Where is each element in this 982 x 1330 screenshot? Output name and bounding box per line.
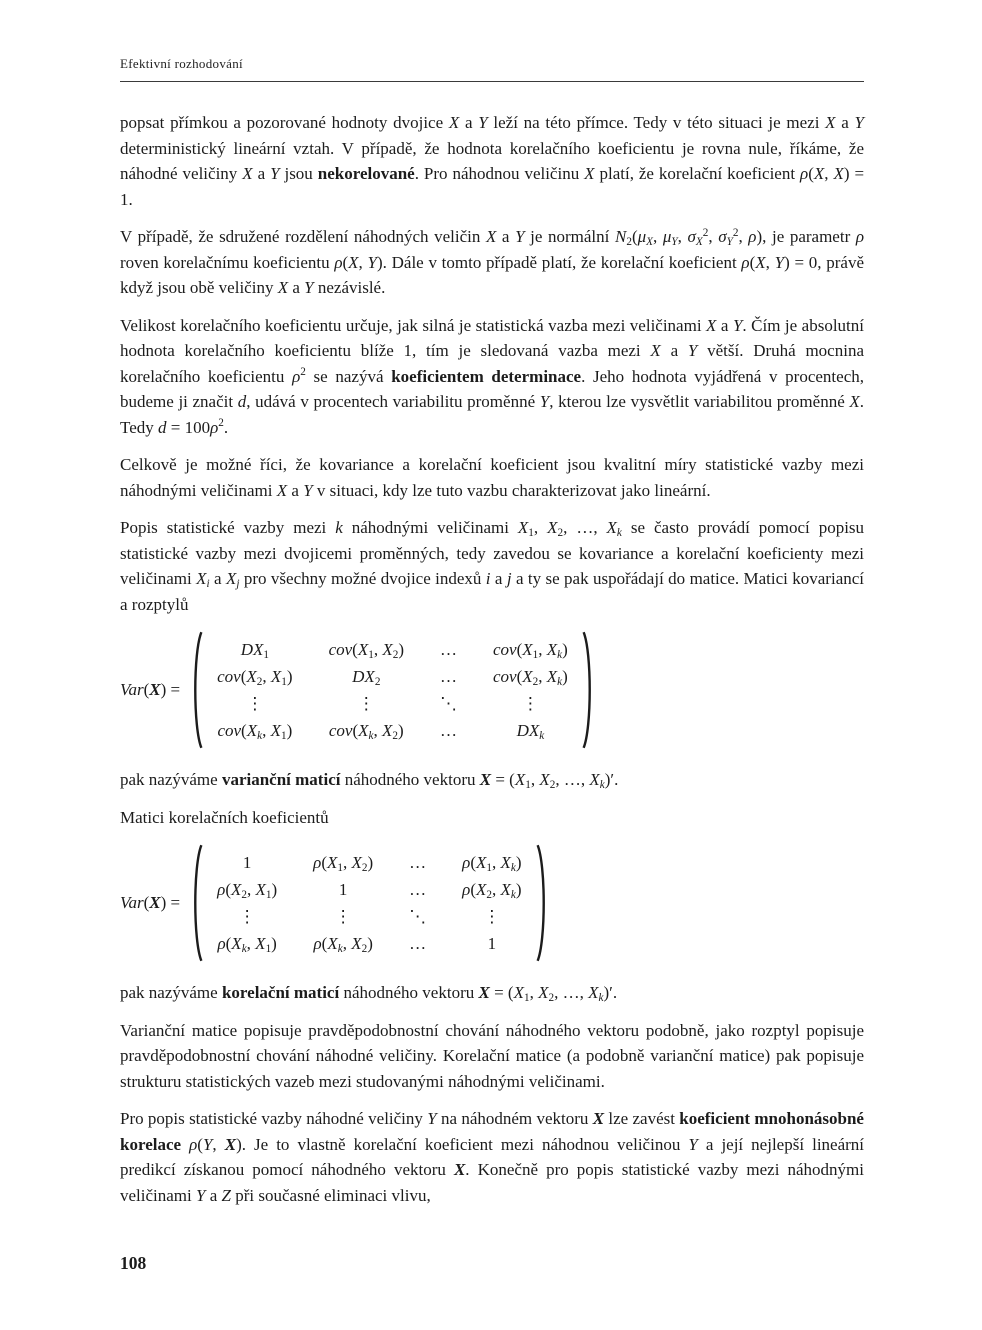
text-run: 1 [486, 862, 493, 875]
text-run: Y [303, 480, 313, 500]
text-run: k [598, 992, 604, 1005]
text-run: X [695, 236, 703, 249]
text-run: DX [240, 640, 264, 659]
text-run: X [513, 983, 524, 1002]
matrix-paren-left-icon [190, 844, 203, 962]
text-run: k [539, 730, 545, 743]
text-run: X [149, 893, 161, 913]
text-run: 2 [256, 676, 263, 689]
page-footer [120, 1253, 146, 1274]
text-run: 2 [702, 226, 709, 239]
text-run: X [382, 640, 393, 659]
text-run: 1 [523, 992, 530, 1005]
text-run: d [158, 417, 167, 437]
text-run: σ [687, 227, 696, 246]
text-run: k [599, 779, 605, 792]
text-run: X [646, 236, 654, 249]
text-run: X [246, 667, 257, 686]
text-run: Z [221, 1185, 231, 1205]
matrix-equation [120, 631, 864, 749]
text-run: X [231, 934, 242, 953]
text-run: X [327, 853, 338, 872]
text-run: Y [367, 252, 377, 272]
text-run: ρ [462, 880, 471, 899]
text-run: X [351, 934, 362, 953]
page-body [120, 110, 864, 1208]
text-run: Y [539, 392, 550, 411]
matrix-cell: $cov(X_k$, $X_2$) [328, 721, 404, 743]
text-run: ρ [748, 227, 757, 246]
text-run: 2 [241, 889, 247, 902]
text-run: j [506, 569, 512, 588]
text-run: Var [120, 893, 144, 913]
text-run: k [337, 943, 343, 956]
text-run: X [546, 667, 558, 686]
text-run: Y [304, 278, 314, 297]
text-run: X [255, 934, 266, 953]
text-run: 2 [218, 417, 224, 430]
text-run: Y [688, 1134, 698, 1154]
text-run: cov [217, 721, 242, 740]
text-run: k [335, 518, 343, 537]
text-run: Y [196, 1185, 206, 1205]
text-run: X [230, 880, 242, 899]
paragraph: popsat přímkou a pozorované hodnoty dvojice X a Y leží na této přímce. Tedy v této situaci je mezi X a Y deterministický lineární vztah. V případě, že hodnota korelačního koeficientu je rovna nule, říkáme, že náhodné veličiny X a Y jsou nekorelované. Pro náhodnou veličinu X platí, že korelační koeficient ρ(X, X) = 1. [120, 113, 865, 209]
paragraph: Varianční matice popisuje pravděpodobnostní chování náhodného vektoru podobně, jako rozptyl popisuje pravděpodobnostní chování náhodné veličiny. Korelační matice (a podobně varianční matice) pak popisuje strukturu statistických vazeb mezi studovanými náhodnými veličinami. [120, 1020, 864, 1091]
text-run: X [453, 1160, 466, 1179]
text-run: k [557, 649, 563, 662]
text-run: X [514, 770, 526, 789]
matrix-cell: $cov(X_k$, $X_1$) [217, 721, 293, 743]
text-run: X [358, 721, 369, 740]
text-run: Y [726, 236, 733, 249]
text-run: DX [352, 667, 375, 686]
text-run: 2 [532, 676, 539, 689]
paragraph: Matici korelačních koeficientů [120, 807, 329, 827]
matrix-cell [517, 717, 545, 744]
matrix-label: Var(X) = [120, 893, 181, 913]
text-run: X [500, 853, 511, 872]
text-run: X [706, 315, 717, 335]
matrix-cell: … [409, 934, 427, 953]
matrix-cell: … [409, 880, 427, 899]
matrix-cell: $cov(X_1$, $X_2$) [328, 640, 405, 662]
text-run: X [225, 569, 237, 588]
matrix-cell: ⋮ [357, 694, 375, 713]
page-number: 108 [120, 1253, 147, 1273]
matrix-equation [120, 844, 864, 962]
text-run: X [255, 880, 266, 899]
text-run: j [236, 578, 240, 591]
text-run: Y [270, 164, 280, 183]
text-run: 2 [626, 236, 632, 249]
text-run: X [382, 721, 393, 740]
paragraph: Popis statistické vazby mezi k náhodnými veličinami $X_1$, $X_2$, …, $X_k$ se často provádí pomocí popisu statistické vazby mezi dvojicemi proměnných, tedy zavedou se kovariance a korelační koeficienty mezi veličinami $X_i$ a $X_j$ pro všechny možné dvojice indexů i a j a ty se pak uspořádají do matice. Matici kovariancí a rozptylů [120, 518, 865, 614]
text-run: X [592, 1109, 605, 1128]
text-run: X [833, 164, 844, 183]
text-run: X [224, 1134, 237, 1154]
text-run: nekorelované [317, 164, 415, 183]
text-run: Y [427, 1109, 437, 1128]
text-run: X [538, 983, 549, 1002]
text-run: cov [493, 640, 517, 659]
text-run: X [755, 252, 766, 272]
matrix-cell: $cov(X_2$, $X_k$) [493, 667, 568, 689]
text-run: 2 [486, 889, 493, 902]
text-run: X [479, 770, 492, 789]
text-run: X [149, 680, 161, 700]
text-run: X [485, 227, 497, 246]
text-run: Y [478, 113, 488, 132]
text-run: X [522, 667, 533, 686]
text-run: ρ [334, 252, 343, 272]
matrix-cell: 1 [338, 880, 348, 899]
text-run: 1 [337, 862, 343, 875]
text-run: Y [774, 252, 785, 272]
text-run: k [616, 527, 622, 540]
text-run: cov [328, 640, 353, 659]
text-run: 1 [263, 649, 269, 662]
text-run: X [270, 721, 281, 740]
matrix-cell [241, 636, 269, 663]
text-run: ρ [462, 853, 471, 872]
text-run: X [517, 518, 529, 537]
matrix-cell: … [409, 853, 427, 872]
matrix-cell: $\rho(X_k$, $X_2$) [313, 934, 373, 956]
text-run: X [277, 278, 289, 297]
page-header [120, 56, 864, 82]
text-run: X [606, 518, 617, 537]
text-run: Y [671, 236, 678, 249]
text-run: X [825, 113, 836, 132]
text-run: X [276, 480, 288, 500]
text-run: k [257, 730, 263, 743]
matrix-cell: … [440, 721, 458, 740]
paragraph: pak nazýváme korelační maticí náhodného vektoru $X = (X_1$, $X_2$, …, $X_k)'$. [120, 983, 618, 1005]
text-run: X [522, 640, 533, 659]
paragraph: pak nazýváme varianční maticí náhodného vektoru $X = (X_1$, $X_2$, …, $X_k)'$. [120, 770, 619, 792]
matrix-cell: $\rho(X_1$, $X_k$) [462, 853, 522, 875]
text-run: 1 [265, 889, 272, 902]
text-run: Y [732, 315, 743, 335]
matrix-cell: $\rho(X_2$, $X_k$) [462, 880, 522, 902]
text-run: X [813, 164, 825, 183]
matrix-cell: ⋮ [334, 907, 352, 926]
text-run: 2 [549, 779, 556, 792]
text-run: ρ [313, 934, 322, 953]
matrix-cell: ⋱ [440, 694, 458, 713]
matrix-label: Var(X) = [120, 680, 181, 700]
text-run: Y [854, 113, 864, 132]
matrix-grid [203, 631, 582, 749]
matrix-paren-right-icon [536, 844, 549, 962]
text-run: 2 [361, 862, 368, 875]
text-run: X [448, 113, 460, 132]
matrix-cell: $\rho(X_k$, $X_1$) [217, 934, 277, 956]
text-run: X [547, 518, 558, 537]
text-run: X [500, 880, 511, 899]
text-run: X [196, 569, 207, 588]
matrix-grid [203, 844, 535, 962]
text-run: 2 [374, 676, 381, 689]
text-run: 1 [528, 527, 534, 540]
text-run: 2 [361, 943, 368, 956]
text-run: X [546, 640, 558, 659]
text-run: ρ [313, 853, 322, 872]
text-run: cov [493, 667, 517, 686]
text-run: X [849, 392, 860, 411]
matrix-cell: ⋮ [246, 694, 264, 713]
text-run: Var [120, 680, 144, 700]
text-run: X [588, 983, 599, 1002]
text-run: ρ [292, 366, 301, 386]
text-run: i [206, 578, 210, 591]
matrix-paren-right-icon [582, 631, 595, 749]
text-run: X [270, 667, 282, 686]
text-run: 1 [281, 676, 287, 689]
matrix-cell: $\rho(X_2$, $X_1$) [217, 880, 278, 902]
text-run: N [614, 227, 627, 246]
text-run: X [476, 880, 487, 899]
text-run: 2 [392, 649, 399, 662]
text-run: 2 [732, 226, 739, 239]
text-run: k [557, 676, 563, 689]
text-run: X [476, 853, 487, 872]
text-run: X [589, 770, 600, 789]
text-run: X [327, 934, 338, 953]
text-run: X [348, 252, 359, 272]
text-run: Y [687, 341, 698, 360]
text-run: X [584, 164, 595, 183]
text-run: 2 [300, 366, 306, 379]
text-run: ρ [210, 417, 219, 437]
text-run: σ [718, 227, 727, 246]
text-run: ρ [741, 252, 750, 272]
paragraph: Velikost korelačního koeficientu určuje, jak silná je statistická vazba mezi veličinami X a Y. Čím je absolutní hodnota korelačního koeficientu blíže 1, tím je sledovaná vazba mezi X a Y větší. Druhá mocnina korelačního koeficientu $\rho^2$ se nazývá koeficientem determinace. Jeho hodnota vyjádřená v procentech, budeme ji značit d, udává v procentech variabilitu proměnné Y, kterou lze vysvětlit variabilitou proměnné X. Tedy $d = 100\rho^2$. [120, 315, 865, 437]
text-run: korelační maticí [221, 983, 340, 1002]
text-run: ρ [800, 164, 809, 183]
text-run: DX [516, 721, 540, 740]
text-run: ρ [217, 880, 226, 899]
text-run: X [351, 853, 362, 872]
text-run: cov [217, 667, 241, 686]
matrix-cell: ⋮ [238, 907, 256, 926]
header-rule [120, 81, 864, 82]
matrix-cell: … [440, 640, 458, 659]
paragraph: Pro popis statistické vazby náhodné veličiny Y na náhodném vektoru X lze zavést koeficient mnohonásobné korelace ρ(Y, X). Je to vlastně korelační koeficient mezi náhodnou veličinou Y a její nejlepší lineární predikcí získanou pomocí náhodného vektoru X. Konečně pro popis statistické vazby mezi náhodnými veličinami Y a Z při současné eliminaci vlivu, [120, 1109, 865, 1205]
matrix-cell: $\rho(X_1$, $X_2$) [313, 853, 374, 875]
matrix-cell: 1 [487, 934, 497, 953]
text-run: 2 [548, 992, 555, 1005]
text-run: d [237, 392, 247, 411]
matrix-cell: $cov(X_2$, $X_1$) [217, 667, 293, 689]
text-run: ρ [217, 934, 226, 953]
text-run: ρ [189, 1134, 198, 1154]
matrix-cell: $cov(X_1$, $X_k$) [493, 640, 568, 662]
text-run: μ [637, 227, 647, 246]
text-run: X [650, 341, 661, 360]
text-run: 1 [265, 943, 272, 956]
matrix-cell: … [440, 667, 458, 686]
text-run: k [368, 730, 374, 743]
running-header-title: Efektivní rozhodování [120, 56, 243, 71]
text-run: k [510, 889, 516, 902]
matrix-cell: ⋱ [409, 907, 427, 926]
text-run: X [539, 770, 550, 789]
text-run: X [246, 721, 258, 740]
text-run: ρ [855, 227, 865, 246]
text-run: i [485, 569, 491, 588]
matrix-cell: ⋮ [521, 694, 539, 713]
text-run: koeficient mnohonásobné korelace [120, 1109, 864, 1154]
text-run: μ [662, 227, 672, 246]
text-run: varianční maticí [221, 770, 341, 789]
text-run: 2 [392, 730, 399, 743]
text-run: 1 [525, 779, 531, 792]
matrix-cell: 1 [242, 853, 252, 872]
matrix-paren-left-icon [190, 631, 203, 749]
text-run: 1 [532, 649, 539, 662]
matrix-cell: ⋮ [483, 907, 501, 926]
text-run: 1 [368, 649, 374, 662]
paragraph: Celkově je možné říci, že kovariance a korelační koeficient jsou kvalitní míry statistické vazby mezi náhodnými veličinami X a Y v situaci, kdy lze tuto vazbu charakterizovat jako lineární. [120, 455, 864, 500]
text-run: X [242, 164, 253, 183]
text-run: Y [515, 227, 525, 246]
text-run: Y [202, 1134, 213, 1154]
paragraph: V případě, že sdružené rozdělení náhodných veličin X a Y je normální $N_2(\mu_X$, $\mu_Y$, $\sigma_X^2$, $\sigma_Y^2$, ρ), je parametr ρ roven korelačnímu koeficientu ρ(X, Y). Dále v tomto případě platí, že korelační koeficient ρ(X, Y) = 0, právě když jsou obě veličiny X a Y nezávislé. [120, 226, 865, 297]
text-run: X [478, 983, 490, 1002]
text-run: 2 [557, 527, 564, 540]
text-run: koeficientem determinace [391, 366, 582, 386]
text-run: k [510, 862, 516, 875]
text-run: cov [328, 721, 353, 740]
matrix-cell [352, 663, 380, 690]
text-run: X [357, 640, 369, 659]
text-run: k [241, 943, 247, 956]
text-run: 1 [280, 730, 287, 743]
